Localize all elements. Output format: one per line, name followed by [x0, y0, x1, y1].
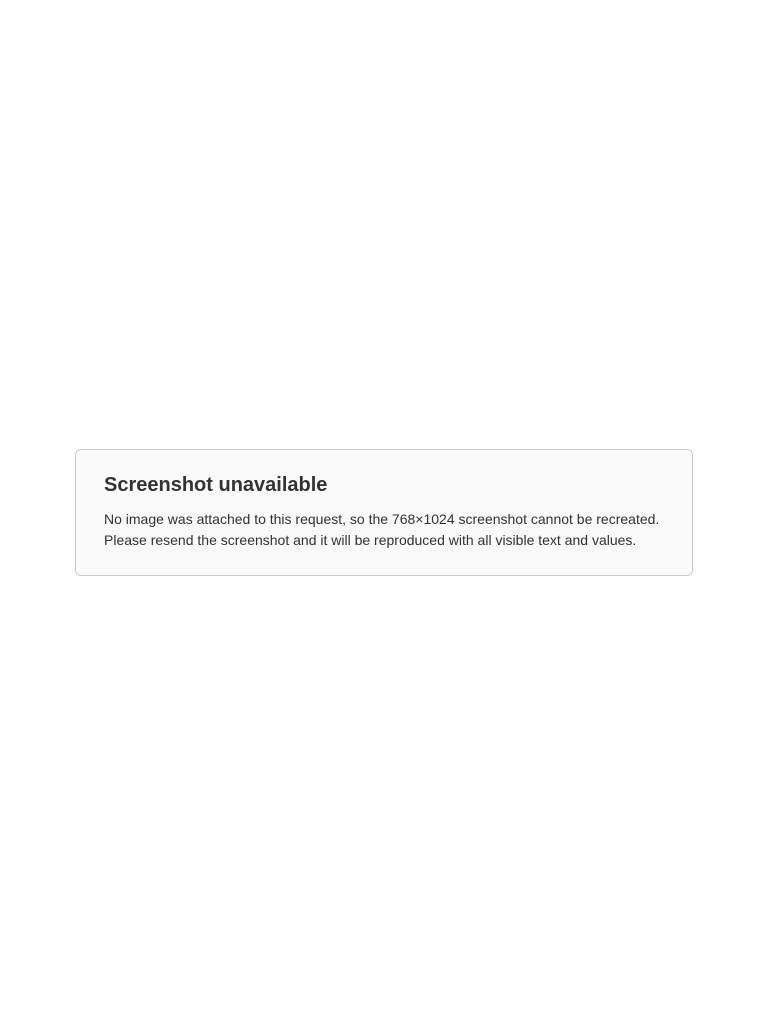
missing-image-notice — [75, 449, 693, 576]
notice-body: No image was attached to this request, so the 768×1024 screenshot cannot be recreated. Please resend the screenshot and it will be reproduced with all visible text and values. — [104, 510, 660, 548]
notice-title: Screenshot unavailable — [104, 473, 328, 496]
